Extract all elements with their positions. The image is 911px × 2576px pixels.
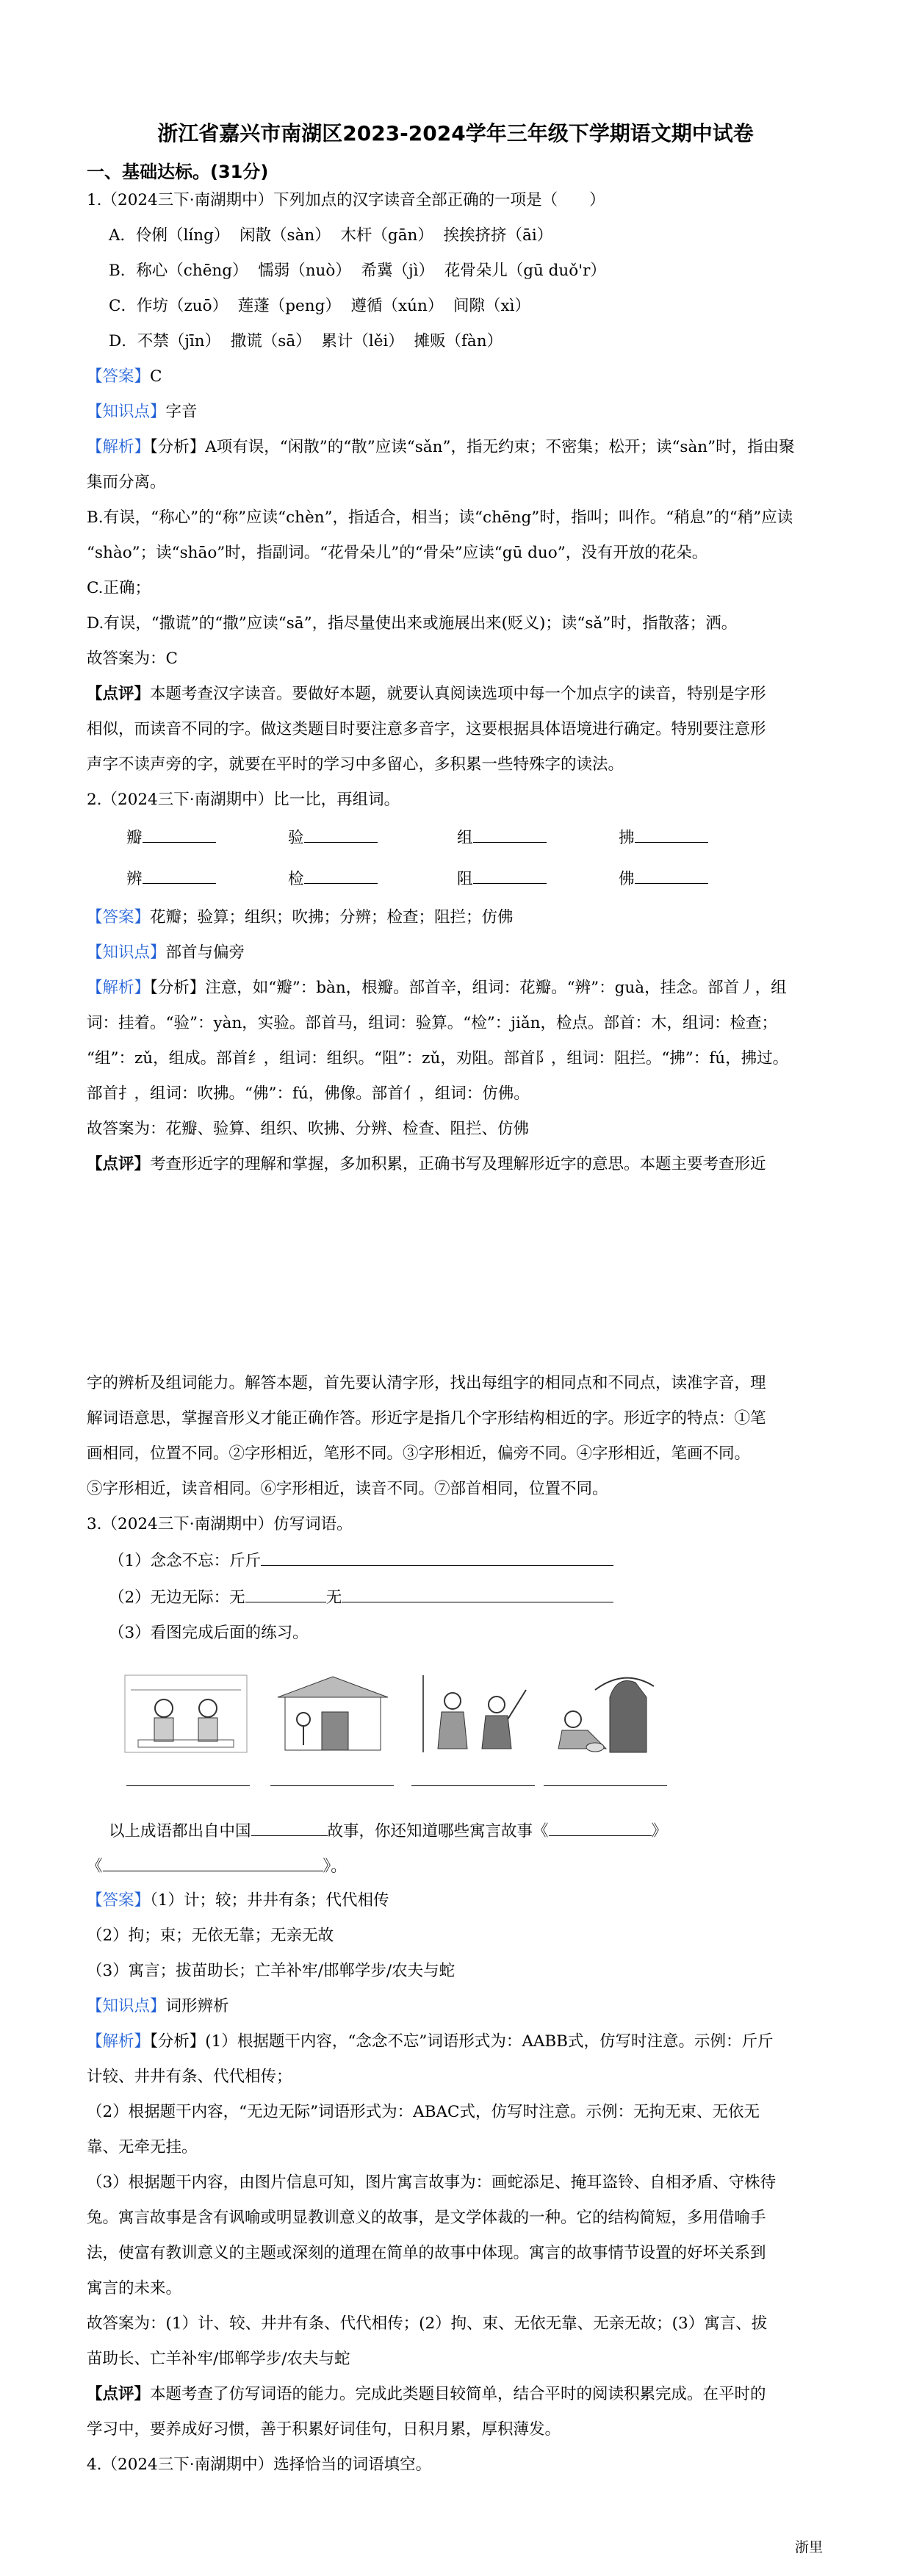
q3-fill-text-5: 》。: [323, 1857, 347, 1876]
q1-comment-line-3: 声字不读声旁的字，就要在平时的学习中多留心，多积累一些特殊字的读法。: [87, 755, 624, 774]
q2-blank[interactable]: [143, 826, 216, 843]
idiom-illustration-3: [408, 1668, 533, 1756]
q1-analysis-line-2: 集而分离。: [87, 473, 166, 492]
page-footer: 浙里: [794, 2539, 823, 2555]
q3-fill-text-2: 故事，你还知道哪些寓言故事《: [327, 1822, 549, 1841]
q2-char: 验: [288, 829, 304, 847]
illustration-blank-3[interactable]: [411, 1785, 535, 1786]
q2-comment-text-1: 考查形近字的理解和掌握，多加积累，正确书写及理解形近字的意思。本题主要考查形近: [150, 1155, 766, 1173]
knowledge-tag: 【知识点】: [87, 943, 166, 962]
answer-tag: 【答案】: [87, 367, 151, 386]
q2-blank[interactable]: [635, 826, 708, 843]
q2-comment-line-4: 画相同，位置不同。②字形相近，笔形不同。③字形相近，偏旁不同。④字形相近，笔画不同。: [87, 1444, 751, 1463]
q2-answer: 花瓣；验算；组织；吹拂；分辨；检查；阻拦；仿佛: [150, 908, 514, 927]
q3-comment-line-2: 学习中，要养成好习惯，善于积累好词佳句，日积月累，厚积薄发。: [87, 2420, 561, 2439]
idiom-illustration-1: [123, 1668, 248, 1756]
q3-analysis-line-3: （2）根据题干内容，“无边无际”词语形式为：ABAC式，仿写时注意。示例：无拘无束、无依无: [87, 2103, 760, 2121]
q3-knowledge-line: [87, 1996, 229, 2018]
answer-tag: 【答案】: [87, 908, 151, 927]
q3-answer-line-1: [87, 1890, 389, 1912]
q3-answer-line-3: （3）寓言；拔苗助长；亡羊补牢/邯郸学步/农夫与蛇: [87, 1962, 455, 1980]
analysis-tag: 【解析】: [87, 438, 151, 456]
illustration-blank-1[interactable]: [126, 1785, 250, 1786]
q2-comment-line-5: ⑤字形相近，读音相同。⑥字形相近，读音不同。⑦部首相同，位置不同。: [87, 1480, 608, 1498]
q2-blank[interactable]: [473, 867, 547, 884]
q3-part2: [109, 1586, 613, 1609]
q3-comment-line-1: [87, 2383, 766, 2406]
q3-part2-mid: 无: [325, 1589, 342, 1607]
q1-answer-line: [87, 366, 162, 388]
q1-analysis-line-5: C.正确；: [87, 579, 151, 597]
q3-part1-blank[interactable]: [261, 1549, 613, 1566]
q1-option-c: C．作坊（zuō） 莲蓬（peng） 遵循（xún） 间隙（xì）: [109, 297, 530, 315]
page-title: 浙江省嘉兴市南湖区2023-2024学年三年级下学期语文期中试卷: [157, 121, 754, 145]
q4-stem: 4.（2024三下·南湖期中）选择恰当的词语填空。: [87, 2456, 432, 2474]
q1-option-a: A．伶俐（líng） 闲散（sàn） 木杆（gān） 挨挨挤挤（āi）: [109, 226, 553, 245]
q2-char: 佛: [619, 870, 635, 888]
q2-analysis-line-1: [87, 977, 787, 999]
q3-analysis-line-5: （3）根据题干内容，由图片信息可知，图片寓言故事为：画蛇添足、掩耳盗铃、自相矛盾、守株待: [87, 2173, 777, 2192]
section-heading: 一、基础达标。(31分): [87, 162, 269, 182]
q2-char: 阻: [457, 870, 473, 888]
q2-blank[interactable]: [304, 826, 378, 843]
q1-conclusion: 故答案为：C: [87, 650, 178, 668]
q2-char: 检: [288, 870, 304, 888]
answer-tag: 【答案】: [87, 1891, 151, 1910]
q1-analysis-line-4: “shào”；读“shāo”时，指副词。“花骨朵儿”的“骨朵”应读“gū duo”，没有开放的花朵。: [87, 544, 708, 562]
q2-analysis-text-1: 【分析】注意，如“瓣”：bàn，根瓣。部首辛，组词：花瓣。“辨”：guà，挂念。部首丿，组: [150, 979, 787, 997]
q2-blank[interactable]: [143, 867, 216, 884]
q1-comment-line-1: [87, 683, 766, 705]
q3-part2-blank-a[interactable]: [245, 1586, 326, 1602]
q3-part2-label: （2）无边无际：无: [109, 1589, 245, 1607]
q3-analysis-text-1: 【分析】(1）根据题干内容，“念念不忘”词语形式为：AABB式，仿写时注意。示例：斤斤: [150, 2032, 774, 2051]
q2-comment-line-1: [87, 1154, 766, 1176]
q3-answer-1: （1）计；较；井井有条；代代相传: [150, 1891, 389, 1910]
q2-analysis-line-4: 部首扌，组词：吹拂。“佛”：fú，佛像。部首亻，组词：仿佛。: [87, 1084, 530, 1103]
q3-comment-text-1: 本题考查了仿写词语的能力。完成此类题目较简单，结合平时的阅读积累完成。在平时的: [150, 2385, 766, 2403]
q3-fill-line-2: [87, 1854, 347, 1878]
q3-fill-text-3: 》: [651, 1822, 668, 1841]
q1-analysis-line-1: [87, 436, 795, 458]
comment-tag: 【点评】: [87, 2385, 151, 2403]
q1-knowledge: 字音: [165, 403, 198, 421]
q2-blank[interactable]: [635, 867, 708, 884]
comment-tag: 【点评】: [87, 1155, 151, 1173]
q2-char: 拂: [619, 829, 635, 847]
q3-knowledge: 词形辨析: [165, 1997, 229, 2015]
idiom-illustration-4: [536, 1668, 661, 1756]
q3-part3: （3）看图完成后面的练习。: [109, 1624, 309, 1642]
q3-fill-blank-2[interactable]: [549, 1819, 652, 1836]
idiom-illustration-2: [270, 1668, 395, 1756]
illustration-blank-4[interactable]: [544, 1785, 667, 1786]
q2-char-cell: [288, 867, 378, 891]
q1-knowledge-line: [87, 401, 198, 423]
q1-answer: C: [150, 367, 162, 386]
q1-comment-text-1: 本题考查汉字读音。要做好本题，就要认真阅读选项中每一个加点字的读音，特别是字形: [150, 685, 766, 703]
q1-comment-line-2: 相似，而读音不同的字。做这类题目时要注意多音字，这要根据具体语境进行确定。特别要注意形: [87, 720, 766, 738]
analysis-tag: 【解析】: [87, 2032, 151, 2051]
q3-fill-blank-1[interactable]: [251, 1819, 328, 1836]
q2-analysis-line-2: 词：挂着。“验”：yàn，实验。部首马，组词：验算。“检”：jiǎn，检点。部首：木，组词：检查；: [87, 1014, 777, 1032]
analysis-tag: 【解析】: [87, 979, 151, 997]
q2-comment-line-2: 字的辨析及组词能力。解答本题，首先要认清字形，找出每组字的相同点和不同点，读准字音，理: [87, 1374, 766, 1392]
q2-char-cell: [126, 826, 216, 849]
q3-part2-blank-b[interactable]: [342, 1586, 613, 1602]
q2-char-cell: [126, 867, 216, 891]
q2-char: 组: [457, 829, 473, 847]
q2-analysis-line-3: “组”：zǔ，组成。部首纟，组词：组织。“阻”：zǔ，劝阻。部首阝，组词：阻拦。“拂”：fú，拂过。: [87, 1049, 789, 1068]
q3-analysis-line-6: 兔。寓言故事是含有讽喻或明显教训意义的故事，是文学体裁的一种。它的结构简短，多用借喻手: [87, 2209, 766, 2227]
q3-analysis-line-1: [87, 2031, 773, 2053]
q1-option-b: B．称心（chēng） 懦弱（nuò） 希冀（jì） 花骨朵儿（gū duǒ'r）: [109, 262, 606, 280]
knowledge-tag: 【知识点】: [87, 403, 166, 421]
knowledge-tag: 【知识点】: [87, 1997, 166, 2015]
q3-conclusion-line-2: 苗助长、亡羊补牢/邯郸学步/农夫与蛇: [87, 2350, 350, 2368]
q3-fill-text-4: 《: [87, 1857, 103, 1876]
q1-analysis-text-1: 【分析】A项有误，“闲散”的“散”应读“sǎn”，指无约束；不密集；松开；读“sàn”时，指由聚: [150, 438, 795, 456]
comment-tag: 【点评】: [87, 685, 151, 703]
q2-char: 瓣: [126, 829, 143, 847]
q2-char-cell: [288, 826, 378, 849]
q3-analysis-line-7: 法，使富有教训意义的主题或深刻的道理在简单的故事中体现。寓言的故事情节设置的好坏关系到: [87, 2244, 766, 2262]
q3-part1-label: （1）念念不忘：斤斤: [109, 1552, 262, 1570]
q3-conclusion-line-1: 故答案为：(1）计、较、井井有条、代代相传；(2）拘、束、无依无靠、无亲无故；(3）寓言、拔: [87, 2314, 768, 2333]
q3-answer-line-2: （2）拘；束；无依无靠；无亲无故: [87, 1926, 334, 1945]
q2-char-cell: [457, 867, 547, 891]
illustration-blank-2[interactable]: [270, 1785, 394, 1786]
q2-knowledge: 部首与偏旁: [165, 943, 245, 962]
q3-stem: 3.（2024三下·南湖期中）仿写词语。: [87, 1515, 353, 1533]
q2-blank[interactable]: [473, 826, 547, 843]
q3-analysis-line-8: 寓言的未来。: [87, 2279, 182, 2298]
q3-fill-blank-3[interactable]: [103, 1854, 323, 1871]
q2-blank[interactable]: [304, 867, 378, 884]
q3-fill-text-1: 以上成语都出自中国: [109, 1822, 251, 1841]
q1-stem: 1.（2024三下·南湖期中）下列加点的汉字读音全部正确的一项是（ ）: [87, 191, 605, 209]
q2-conclusion: 故答案为：花瓣、验算、组织、吹拂、分辨、检查、阻拦、仿佛: [87, 1120, 530, 1138]
q2-knowledge-line: [87, 942, 245, 964]
q3-analysis-line-4: 靠、无牵无挂。: [87, 2138, 198, 2156]
q1-analysis-line-6: D.有误，“撒谎”的“撒”应读“sā”，指尽量使出来或施展出来(贬义)；读“sǎ”时，指散落；洒。: [87, 614, 738, 633]
q2-comment-line-3: 解词语意思，掌握音形义才能正确作答。形近字是指几个字形结构相近的字。形近字的特点：①笔: [87, 1409, 766, 1428]
q3-fill-line-1: [109, 1819, 667, 1843]
q2-char-cell: [619, 826, 708, 849]
q3-analysis-line-2: 计较、井井有条、代代相传；: [87, 2068, 292, 2086]
q1-analysis-line-3: B.有误，“称心”的“称”应读“chèn”，指适合，相当；读“chēng”时，指叫；叫作。“稍息”的“稍”应读: [87, 508, 793, 527]
q3-part1: [109, 1549, 613, 1572]
q1-option-d: D．不禁（jīn） 撒谎（sā） 累计（lěi） 摊贩（fàn）: [109, 332, 503, 350]
q2-char-cell: [619, 867, 708, 891]
q2-char-cell: [457, 826, 547, 849]
q2-char: 辨: [126, 870, 143, 888]
q2-stem: 2.（2024三下·南湖期中）比一比，再组词。: [87, 791, 400, 809]
q2-answer-line: [87, 907, 514, 929]
